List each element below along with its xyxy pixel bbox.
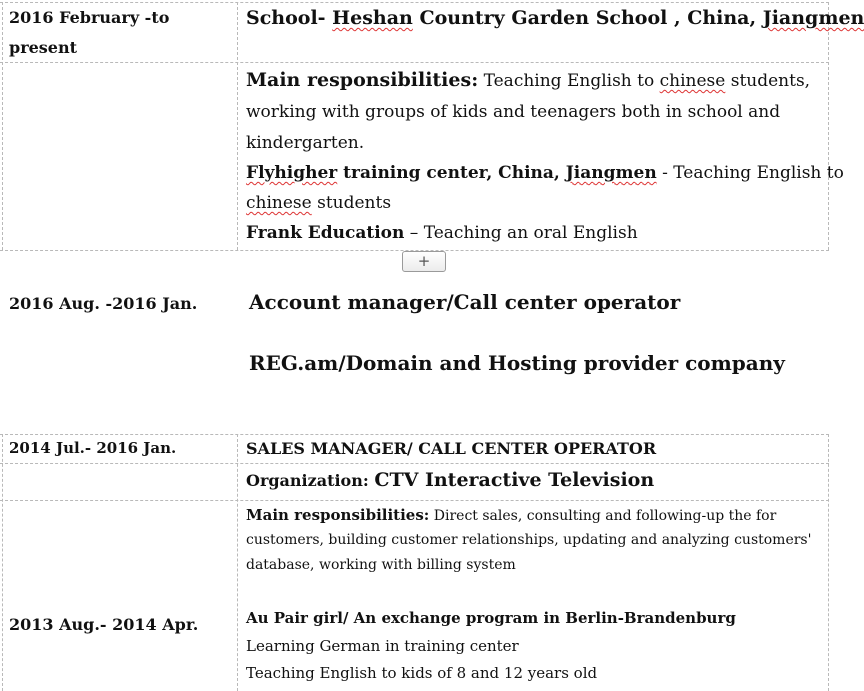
s3-resp-line3: database, working with billing system xyxy=(246,557,516,573)
s1-resp-text-1b: chinese xyxy=(659,71,726,91)
table2-border-left xyxy=(2,434,3,691)
table-border-left xyxy=(2,2,3,250)
s1-school-city: Jiangmen xyxy=(762,7,864,29)
s1-flyhigher-line2 xyxy=(246,193,391,213)
add-row-button[interactable]: + xyxy=(402,251,446,272)
s1-resp-text-1c: students, xyxy=(725,71,811,91)
s1-fly-rest: - Teaching English to xyxy=(656,163,844,183)
s4-line2: Teaching English to kids of 8 and 12 years old xyxy=(246,664,598,682)
s1-fly-line2-a: chinese xyxy=(246,193,312,213)
s2-company: REG.am/Domain and Hosting provider company xyxy=(249,351,785,375)
table-border-right xyxy=(828,2,829,250)
s1-fly-1: Flyhigher xyxy=(246,163,338,183)
s4-line1: Learning German in training center xyxy=(246,637,519,655)
s1-school-name-2: Country Garden School , China, xyxy=(412,7,763,29)
s1-fly-line2-b: students xyxy=(311,193,392,213)
s3-org-label: Organization: xyxy=(246,471,375,490)
s1-resp-line2: working with groups of kids and teenagers both in school and xyxy=(246,102,781,122)
s1-flyhigher-line xyxy=(246,163,844,183)
s3-org-line xyxy=(246,469,654,491)
s3-resp-line2: customers, building customer relationships, updating and analyzing customers' xyxy=(246,532,812,548)
s1-date-line1: 2016 February -to xyxy=(9,8,170,27)
table2-border-mid xyxy=(237,434,238,691)
s2-title: Account manager/Call center operator xyxy=(249,290,681,314)
table-border-mid xyxy=(237,2,238,250)
s3-title: SALES MANAGER/ CALL CENTER OPERATOR xyxy=(246,439,657,458)
s3-resp-label: Main responsibilities: xyxy=(246,506,430,524)
s1-fly-2: training center, China, xyxy=(337,163,566,183)
table2-border-right xyxy=(828,434,829,691)
s4-title: Au Pair girl/ An exchange program in Berlin-Brandenburg xyxy=(246,609,736,627)
table-border-top xyxy=(0,2,829,3)
s1-fly-3: Jiangmen xyxy=(565,163,657,183)
s1-school-name-1: Heshan xyxy=(332,7,413,29)
s3-date: 2014 Jul.- 2016 Jan. xyxy=(9,439,177,457)
s1-resp-label: Main responsibilities: xyxy=(246,69,479,91)
table-border-row1 xyxy=(0,62,829,63)
s1-school-prefix: School- xyxy=(246,7,333,29)
s4-date: 2013 Aug.- 2014 Apr. xyxy=(9,615,199,634)
s3-org-name: CTV Interactive Television xyxy=(374,469,655,491)
s1-frank-label: Frank Education xyxy=(246,223,405,243)
s1-resp-line1 xyxy=(246,69,810,91)
s1-frank-text: – Teaching an oral English xyxy=(404,223,638,243)
s1-frank-line xyxy=(246,223,638,243)
s3-resp-text1: Direct sales, consulting and following-up the for xyxy=(429,508,777,524)
s1-school-line xyxy=(246,7,864,29)
s1-resp-text-1a: Teaching English to xyxy=(478,71,660,91)
s1-date-line2: present xyxy=(9,38,78,57)
table2-border-row2 xyxy=(0,500,829,501)
s1-resp-line3: kindergarten. xyxy=(246,133,365,153)
s3-resp-line1 xyxy=(246,506,776,524)
s2-date: 2016 Aug. -2016 Jan. xyxy=(9,294,198,313)
table2-border-top xyxy=(0,434,829,435)
table2-border-row1 xyxy=(0,463,829,464)
